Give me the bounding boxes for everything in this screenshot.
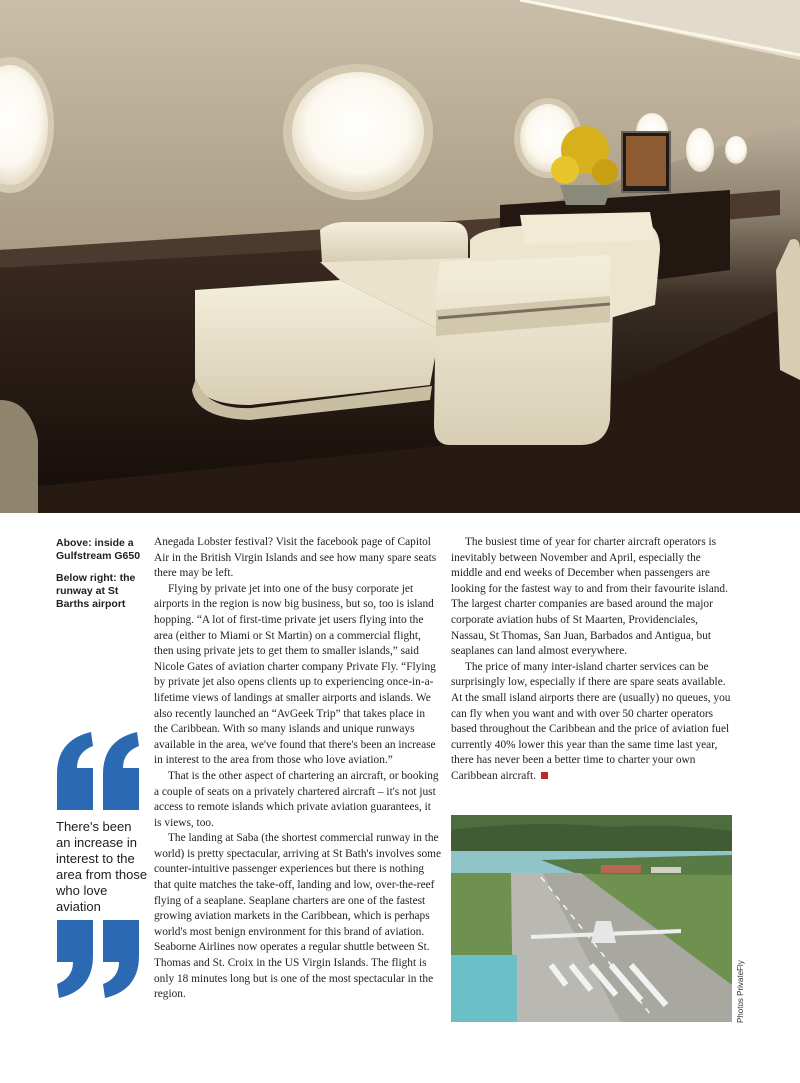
cabin-illustration xyxy=(0,0,800,513)
hero-photo-jet-cabin xyxy=(0,0,800,513)
paragraph-text: The price of many inter-island charter services can be surprisingly low, especially if there are spare seats available. At the small island airports there are (usually) no queues, you can fly when you want and with over 50 charter operators based throughout the Caribbean and the price of aviation fuel currently 40% lower this year than the same time last year, there has never been a better time to charter your own Caribbean aircraft. xyxy=(451,660,731,782)
caption-below: Below right: the runway at St Barths airport xyxy=(56,572,136,610)
photo-credit: Photos PrivateFly xyxy=(736,960,745,1023)
caption-above: Above: inside a Gulfstream G650 xyxy=(56,537,141,562)
paragraph: The busiest time of year for charter aircraft operators is inevitably between November and April, especially the middle and end weeks of December when passengers are looking for the fastest way to and from their favourite island. The largest charter companies are based around the major corporate aviation hubs of St Maarten, Providenciales, Nassau, St Thomas, San Juan, Barbados and Antigua, but seaplanes can land almost everywhere. xyxy=(451,536,728,658)
runway-illustration xyxy=(451,815,732,1022)
article-column-2 xyxy=(451,535,735,785)
end-of-article-mark xyxy=(541,772,548,779)
close-quote-icon xyxy=(55,920,141,998)
paragraph: Anegada Lobster festival? Visit the facebook page of Capitol Air in the British Virgin Islands and see how many spare seats there may be left. xyxy=(154,536,437,580)
runway-photo-st-barths xyxy=(451,815,732,1022)
paragraph: Flying by private jet into one of the busy corporate jet airports in the region is now big business, but so, too is island hopping. “A lot of first-time private jet users flying into the area (either to Miami or St Martin) on a commercial flight, then using private jets to get them to smaller islands,” said Nicole Gates of aviation charter company Private Fly. “Flying by private jet also opens clients up to experiencing once-in-a-lifetime views of landings at smaller airports and islands. We also recently launched an “AvGeek Trip” that takes place in the Caribbean. With so many islands and unique runways available in the area, we've found that there's been an increase in interest to the area from those who love aviation.” xyxy=(154,582,436,767)
paragraph: That is the other aspect of chartering an aircraft, or booking a couple of seats on a privately chartered aircraft – it's not just access to remote islands which private aviation guarantees, it is views, too. xyxy=(154,769,439,829)
paragraph xyxy=(451,660,735,785)
paragraph: The landing at Saba (the shortest commercial runway in the world) is pretty spectacular, arriving at St Bath's involves some counter-intuitive passenger experiences but there is nothing that quite matches the take-off, landing and low, over-the-reef flying of a seaplane. Seaplane charters are one of the fastest growing aviation markets in the Caribbean, which is perhaps world's most benign environment for this brand of aviation. Seaborne Airlines now operates a regular shuttle between St. Thomas and St. Croix in the US Virgin Islands. The flight is only 18 minutes long but is one of the most spectacular in the region. xyxy=(154,832,442,1001)
pull-quote-text: There's been an increase in interest to the area from those who love aviation xyxy=(56,819,148,914)
open-quote-icon xyxy=(55,732,141,810)
article-column-1 xyxy=(154,535,441,1003)
